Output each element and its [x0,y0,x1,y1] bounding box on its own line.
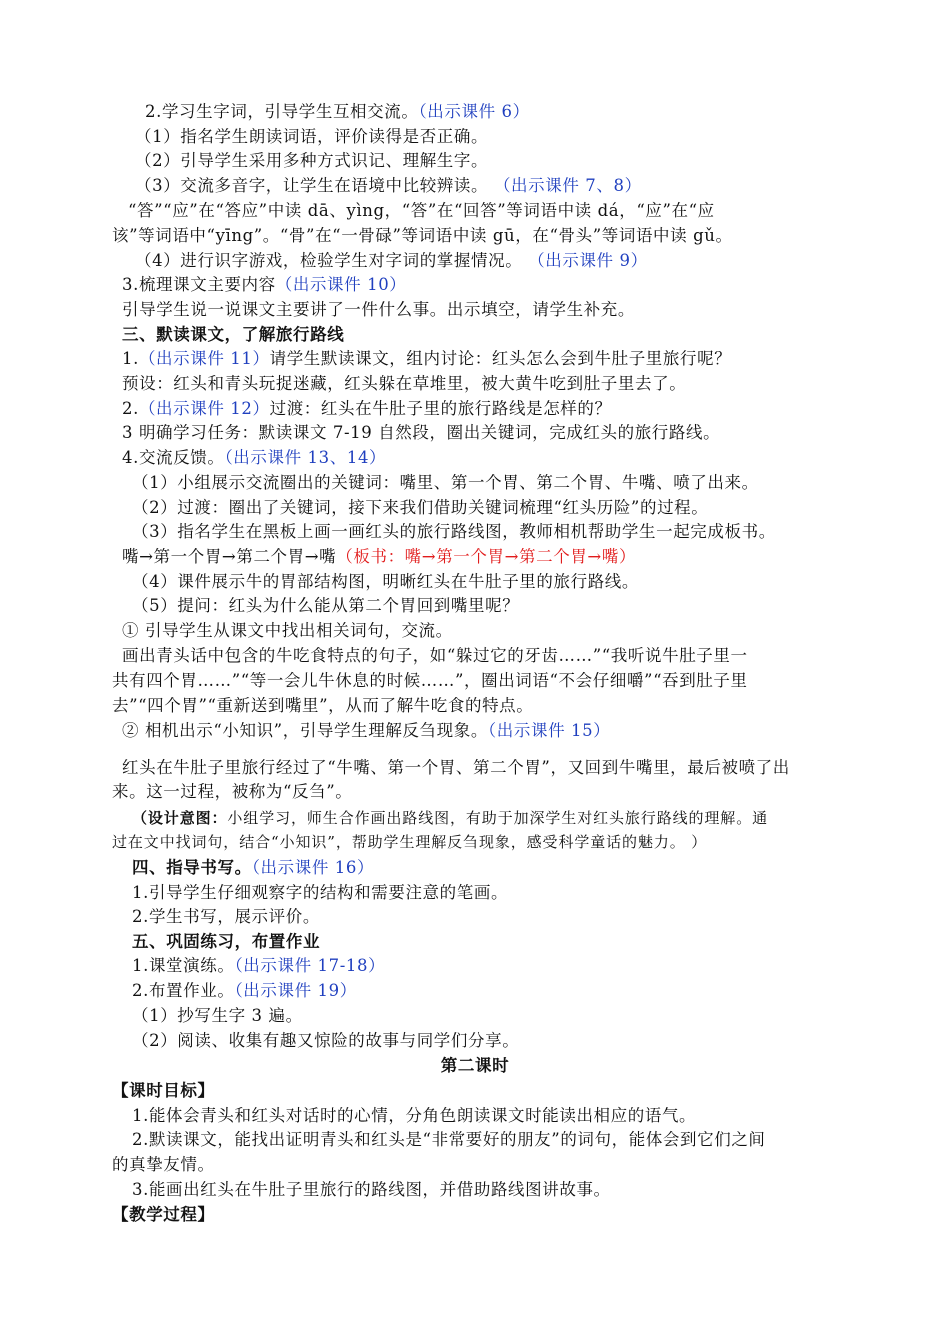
body-text: 2. [122,399,139,418]
text-line [122,397,612,421]
courseware-ref: （出示课件 12） [138,399,270,418]
text-line [132,520,776,544]
heading-text: （设计意图： [132,809,228,827]
text-line [112,669,748,693]
body-text: （4）课件展示牛的胃部结构图，明晰红头在牛肚子里的旅行路线。 [132,572,639,591]
courseware-ref: （出示课件 7、8） [493,176,642,195]
body-text: （1）小组展示交流圈出的关键词：嘴里、第一个胃、第二个胃、牛嘴、喷了出来。 [132,473,759,492]
body-text: 2.学生书写，展示评价。 [132,907,320,926]
text-line [132,979,357,1003]
text-line [132,1128,766,1152]
text-line [132,881,508,905]
text-line [122,545,636,569]
text-line [112,780,352,804]
text-line [112,224,733,248]
body-text: （5）提问：红头为什么能从第二个胃回到嘴里呢？ [132,596,520,615]
body-text: ② 相机出示“小知识”，引导学生理解反刍现象。 [122,721,488,740]
courseware-ref: （出示课件 19） [234,981,357,1000]
body-text: （3）交流多音字，让学生在语境中比较辨读。 [135,176,494,195]
text-line [132,930,320,954]
text-line [135,149,488,173]
body-text: 2.学习生字词，引导学生互相交流。 [145,102,419,121]
text-line [122,644,748,668]
text-line [132,471,759,495]
heading-text: 第二课时 [440,1056,510,1075]
courseware-ref: （出示课件 11） [138,349,270,368]
heading-text: 三、默读课文，了解旅行路线 [122,325,345,344]
body-text: 4.交流反馈。 [122,448,225,467]
text-line [132,1104,696,1128]
text-line [122,298,635,322]
body-text: 1.能体会青头和红头对话时的心情，分角色朗读课文时能读出相应的语气。 [132,1106,697,1125]
body-text: 小组学习，师生合作画出路线图，有助于加深学生对红头旅行路线的理解。通 [227,809,769,827]
text-line [132,1029,519,1053]
body-text: 1.课堂演练。 [132,956,235,975]
body-text: “答”“应”在“答应”中读 dā、yìng，“答”在“回答”等词语中读 dá，“应”在“应 [128,201,715,220]
text-line [112,694,533,718]
courseware-ref: （出示课件 10） [275,275,407,294]
text-line [132,905,320,929]
text-line [122,323,344,347]
text-line [135,174,642,198]
text-line [132,1178,611,1202]
text-line [145,100,530,124]
text-line [122,446,386,470]
text-line [112,1079,215,1103]
body-text: 去”“四个胃”“重新送到嘴里”，从而了解牛吃食的特点。 [112,696,534,715]
text-line [132,856,374,880]
body-text: （1）抄写生字 3 遍。 [132,1006,303,1025]
body-text: （2）阅读、收集有趣又惊险的故事与同学们分享。 [132,1031,520,1050]
heading-text: 【教学过程】 [112,1205,215,1224]
body-text: 的真挚友情。 [112,1155,215,1174]
body-text: 该”等词语中“yīng”。“骨”在“一骨碌”等词语中读 gū，在“骨头”等词语中读 gǔ。 [112,226,733,245]
heading-text: 四、指导书写。 [132,858,252,877]
text-line [122,756,790,780]
body-text: 1. [122,349,139,368]
body-text: 过渡：红头在牛肚子里的旅行路线是怎样的？ [269,399,612,418]
courseware-ref: （出示课件 16） [251,858,375,877]
body-text: 2.默读课文，能找出证明青头和红头是“非常要好的朋友”的词句，能体会到它们之间 [132,1130,766,1149]
text-line [132,806,768,830]
courseware-ref: （出示课件 13、14） [224,448,387,467]
text-line [0,1054,950,1078]
text-line [112,1153,215,1177]
body-text: 来。这一过程，被称为“反刍”。 [112,782,353,801]
body-text: 3.梳理课文主要内容 [122,275,276,294]
courseware-ref: （出示课件 6） [418,102,530,121]
text-line [135,249,648,273]
text-line [135,125,488,149]
body-text: （3）指名学生在黑板上画一画红头的旅行路线图，教师相机帮助学生一起完成板书。 [132,522,776,541]
courseware-ref: （出示课件 17-18） [234,956,386,975]
text-line [112,830,707,854]
text-line [122,421,720,445]
body-text: （2）引导学生采用多种方式识记、理解生字。 [135,151,489,170]
body-text: （4）进行识字游戏，检验学生对字词的掌握情况。 [135,251,529,270]
courseware-ref: （出示课件 15） [487,721,611,740]
text-line [122,273,406,297]
text-line [122,347,731,371]
body-text: 画出青头话中包含的牛吃食特点的句子，如“躲过它的牙齿……”“我听说牛肚子里一 [122,646,748,665]
board-note: （板书：嘴→第一个胃→第二个胃→嘴） [336,547,637,566]
text-line [132,1004,303,1028]
text-line [122,719,610,743]
text-line [122,372,686,396]
text-line [132,570,639,594]
text-line [122,619,453,643]
heading-text: 五、巩固练习，布置作业 [132,932,321,951]
body-text: （2）过渡：圈出了关键词，接下来我们借助关键词梳理“红头历险”的过程。 [132,498,709,517]
text-line [132,594,519,618]
body-text: 请学生默读课文，组内讨论：红头怎么会到牛肚子里旅行呢？ [269,349,732,368]
body-text: 红头在牛肚子里旅行经过了“牛嘴、第一个胃、第二个胃”，又回到牛嘴里，最后被喷了出 [122,758,790,777]
body-text: 共有四个胃……”“等一会儿牛休息的时候……”，圈出词语“不会仔细嚼”“吞到肚子里 [112,671,748,690]
body-text: 嘴→第一个胃→第二个胃→嘴 [122,547,337,566]
courseware-ref: （出示课件 9） [528,251,648,270]
text-line [132,496,708,520]
body-text: 1.引导学生仔细观察字的结构和需要注意的笔画。 [132,883,509,902]
body-text: ① 引导学生从课文中找出相关词句，交流。 [122,621,453,640]
body-text: 3.能画出红头在牛肚子里旅行的路线图，并借助路线图讲故事。 [132,1180,611,1199]
heading-text: 【课时目标】 [112,1081,215,1100]
body-text: 预设：红头和青头玩捉迷藏，红头躲在草堆里，被大黄牛吃到肚子里去了。 [122,374,687,393]
body-text: 引导学生说一说课文主要讲了一件什么事。出示填空，请学生补充。 [122,300,635,319]
text-line [132,954,385,978]
body-text: 2.布置作业。 [132,981,235,1000]
body-text: 过在文中找词句，结合“小知识”，帮助学生理解反刍现象，感受科学童话的魅力。 ） [112,833,708,851]
text-line [112,1203,215,1227]
body-text: （1）指名学生朗读词语，评价读得是否正确。 [135,127,489,146]
body-text: 3 明确学习任务：默读课文 7-19 自然段，圈出关键词，完成红头的旅行路线。 [122,423,721,442]
text-line [128,199,715,223]
